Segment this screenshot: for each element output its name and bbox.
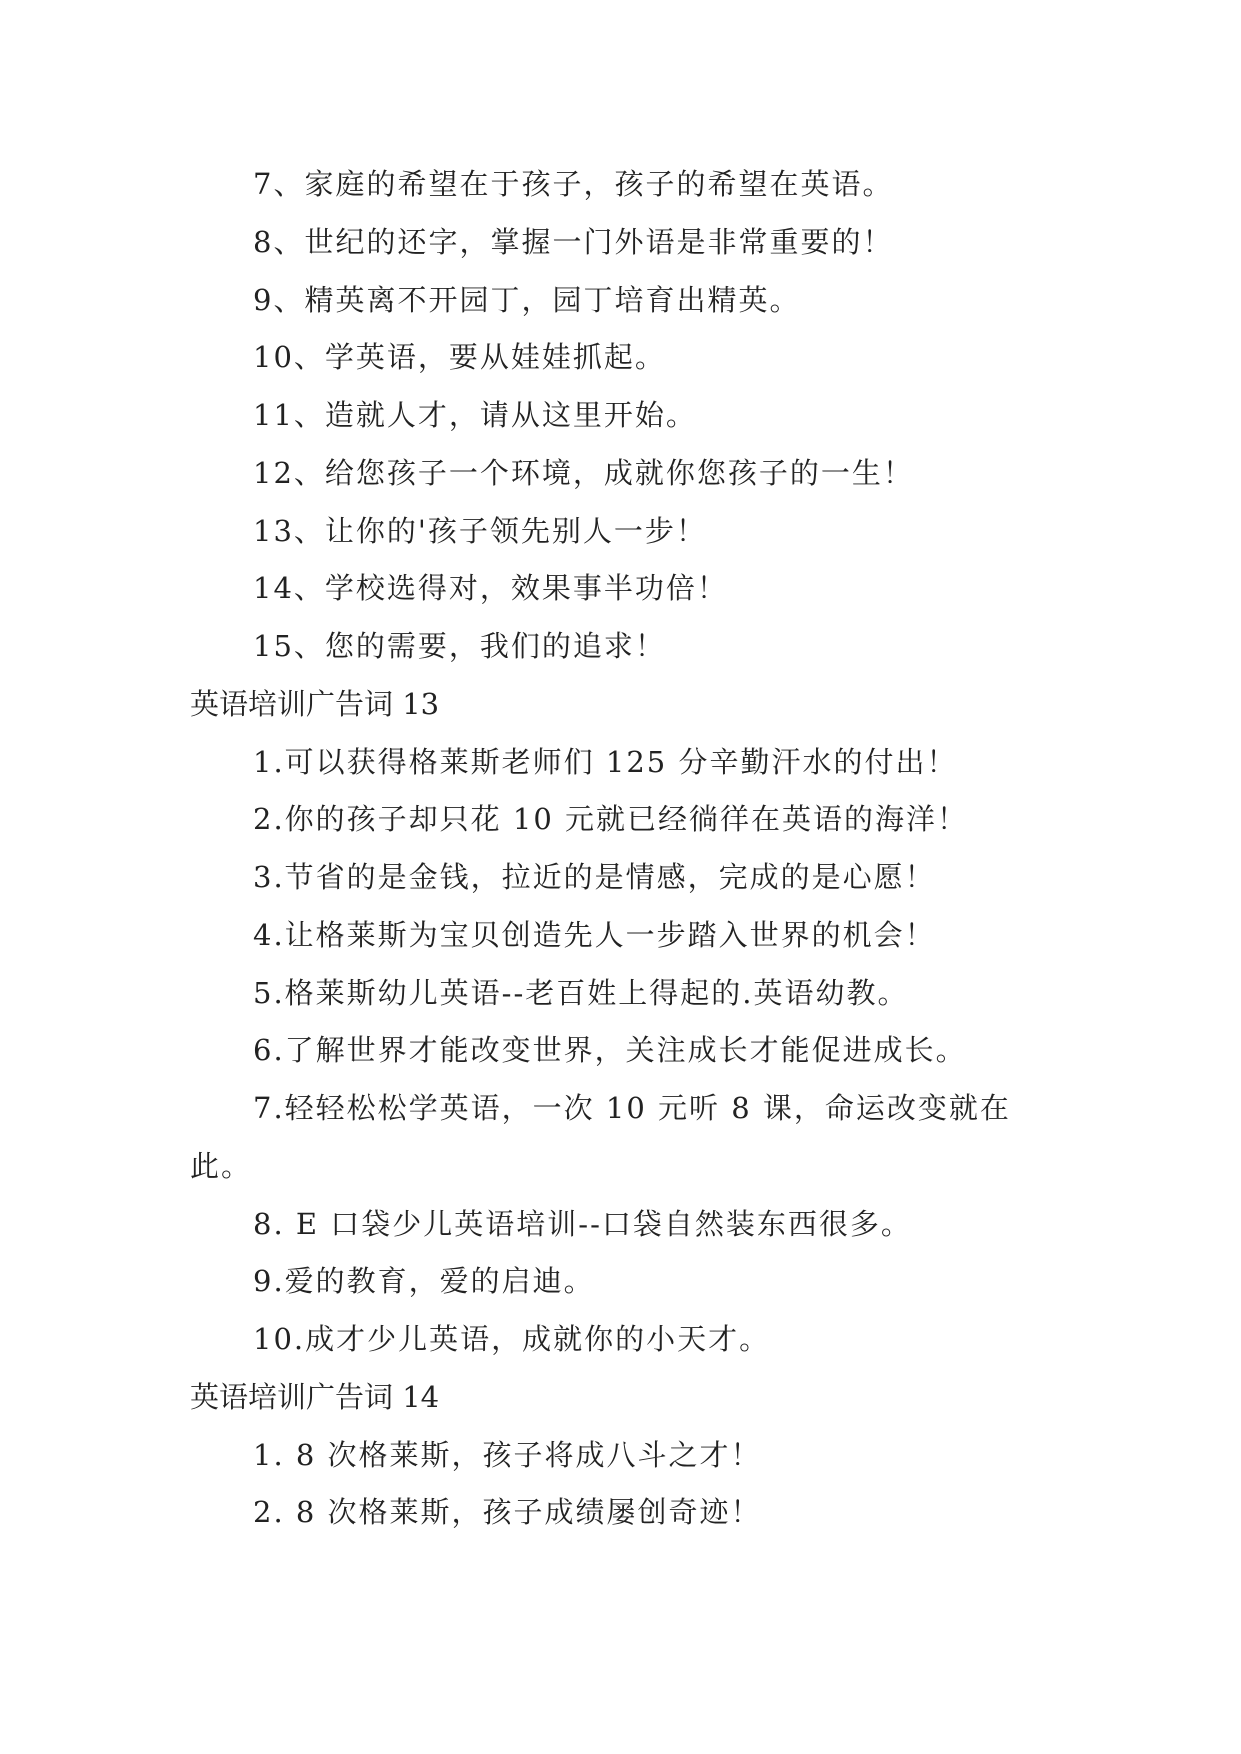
section-heading: 英语培训广告词 13 [190,687,440,721]
list-item: 2.你的孩子却只花 10 元就已经徜徉在英语的海洋！ [253,802,969,836]
list-item: 12、给您孩子一个环境，成就你您孩子的一生！ [253,456,914,490]
list-item: 8、世纪的还字，掌握一门外语是非常重要的！ [253,225,894,259]
list-item: 13、让你的'孩子领先别人一步！ [253,514,707,548]
list-item: 9.爱的教育，爱的启迪。 [253,1264,595,1298]
list-item: 10.成才少儿英语，成就你的小天才。 [253,1322,771,1356]
list-item: 5.格莱斯幼儿英语--老百姓上得起的.英语幼教。 [253,976,909,1010]
list-item: 11、造就人才，请从这里开始。 [253,398,697,432]
list-item: 4.让格莱斯为宝贝创造先人一步踏入世界的机会！ [253,918,936,952]
list-item: 10、学英语，要从娃娃抓起。 [253,340,666,374]
list-item: 8. E 口袋少儿英语培训--口袋自然装东西很多。 [253,1207,912,1241]
list-item: 1. 8 次格莱斯，孩子将成八斗之才！ [253,1438,762,1472]
list-item: 7、家庭的希望在于孩子，孩子的希望在英语。 [253,167,894,201]
list-item: 14、学校选得对，效果事半功倍！ [253,571,728,605]
section-heading: 英语培训广告词 14 [190,1380,440,1414]
list-item: 1.可以获得格莱斯老师们 125 分辛勤汗水的付出！ [253,745,958,779]
list-item: 2. 8 次格莱斯，孩子成绩屡创奇迹！ [253,1495,762,1529]
list-item: 6.了解世界才能改变世界，关注成长才能促进成长。 [253,1033,967,1067]
list-item: 15、您的需要，我们的追求！ [253,629,666,663]
list-item: 7.轻轻松松学英语，一次 10 元听 8 课，命运改变就在 [253,1091,1011,1125]
list-item: 3.节省的是金钱，拉近的是情感，完成的是心愿！ [253,860,936,894]
list-item: 9、精英离不开园丁，园丁培育出精英。 [253,283,801,317]
list-item-continuation: 此。 [190,1149,253,1183]
